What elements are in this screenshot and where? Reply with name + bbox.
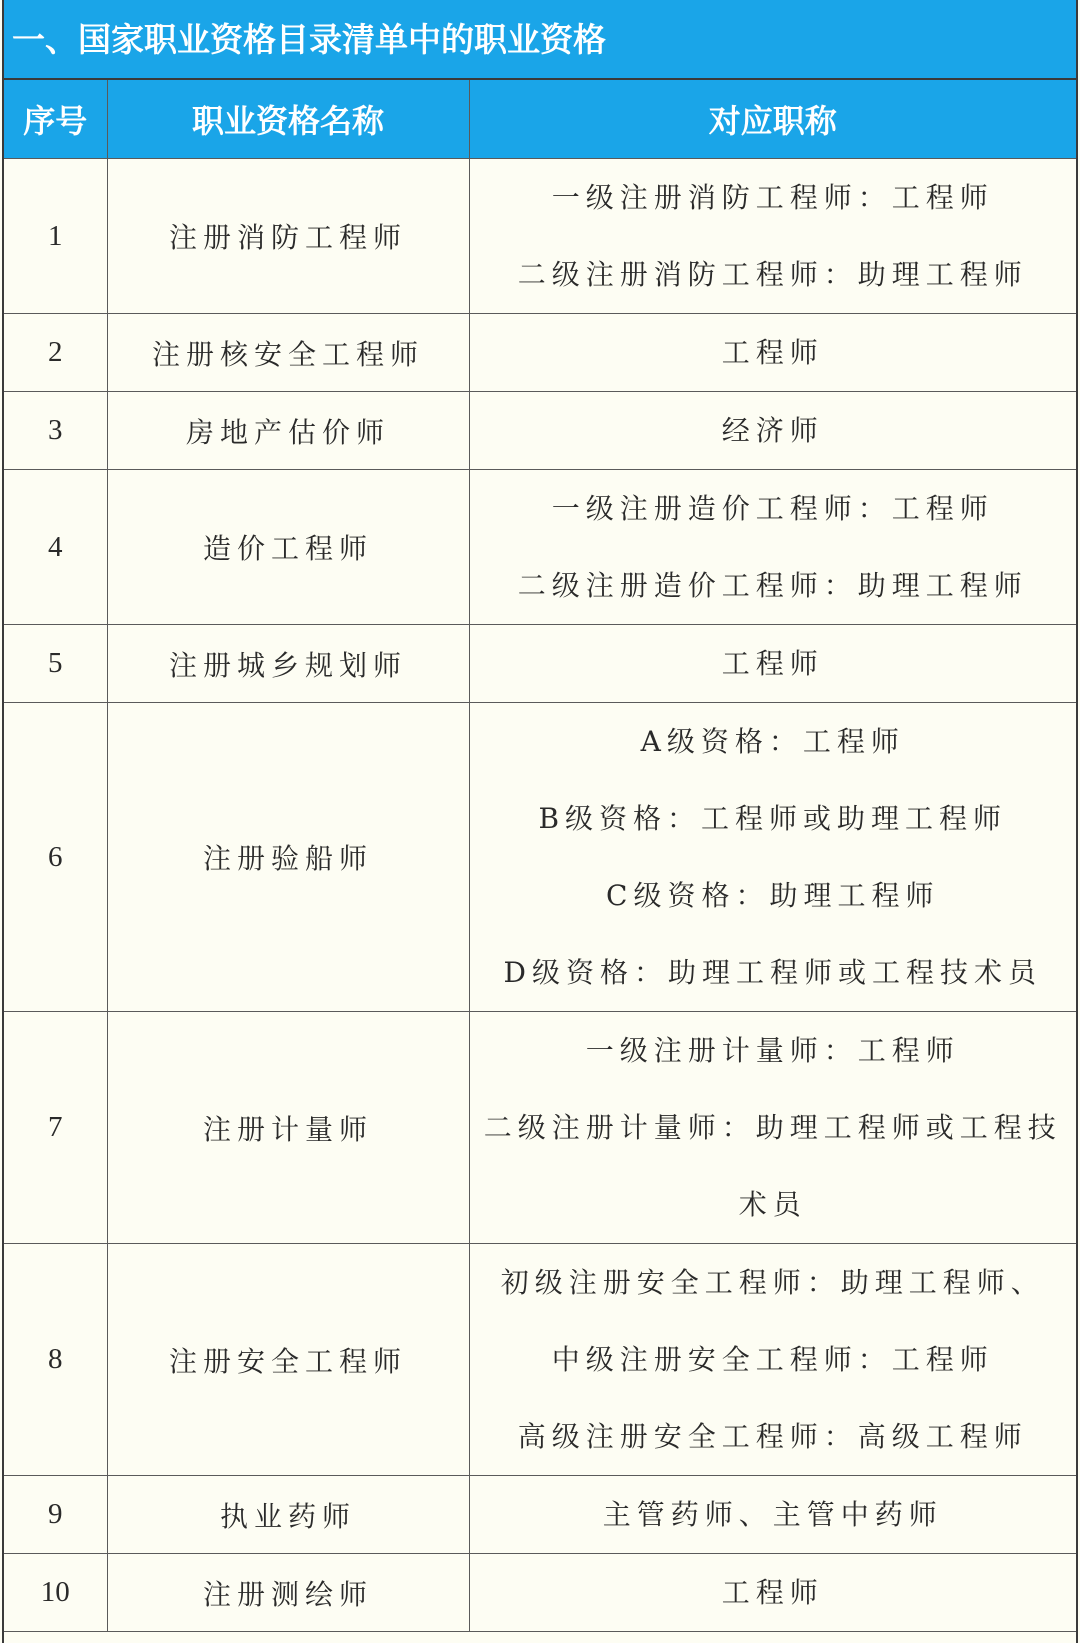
row-index: 7 [4, 1012, 107, 1244]
row-index: 4 [4, 470, 107, 625]
title-line: 一级注册造价工程师：工程师 [551, 492, 994, 525]
column-header-index: 序号 [4, 80, 107, 159]
title-line: 一级注册计量师：工程师 [585, 1034, 960, 1067]
title-line: 经济师 [721, 414, 824, 447]
row-index: 10 [4, 1554, 107, 1632]
title-line: D级资格：助理工程师或工程技术员 [503, 956, 1042, 989]
title-line: 高级注册安全工程师：高级工程师 [517, 1420, 1028, 1453]
row-titles [469, 314, 1076, 392]
title-line: 中级注册安全工程师：工程师 [551, 1343, 994, 1376]
row-qualification-name: 房地产估价师 [107, 392, 469, 470]
title-line: 主管药师、主管中药师 [602, 1498, 943, 1531]
row-index: 9 [4, 1476, 107, 1554]
column-header-title: 对应职称 [469, 80, 1076, 159]
row-qualification-name: 注册核安全工程师 [107, 314, 469, 392]
row-index: 8 [4, 1244, 107, 1476]
table-row [4, 314, 1076, 392]
row-index: 2 [4, 314, 107, 392]
document-page [2, 0, 1078, 1643]
table-row [4, 625, 1076, 703]
title-line: 工程师 [721, 336, 824, 369]
table-row [4, 1012, 1076, 1244]
table-row [4, 392, 1076, 470]
section-title: 一、国家职业资格目录清单中的职业资格 [4, 0, 1076, 80]
row-qualification-name: 注册消防工程师 [107, 159, 469, 314]
row-qualification-name: 注册测绘师 [107, 1554, 469, 1632]
title-line: 二级注册造价工程师：助理工程师 [517, 569, 1028, 602]
title-line: 二级注册计量师：助理工程师或工程技术员 [483, 1111, 1062, 1221]
row-qualification-name: 注册验船师 [107, 703, 469, 1012]
row-titles [469, 1012, 1076, 1244]
column-header-name: 职业资格名称 [107, 80, 469, 159]
row-index: 1 [4, 159, 107, 314]
row-titles [469, 1554, 1076, 1632]
table-row [4, 1476, 1076, 1554]
table-row [4, 159, 1076, 314]
row-titles [469, 392, 1076, 470]
row-titles [469, 1476, 1076, 1554]
table-row [4, 703, 1076, 1012]
row-qualification-name: 执业药师 [107, 1476, 469, 1554]
title-line: B级资格：工程师或助理工程师 [538, 802, 1008, 835]
title-line: A级资格：工程师 [640, 725, 905, 758]
row-titles [469, 1244, 1076, 1476]
row-titles [469, 625, 1076, 703]
table-header-row [4, 80, 1076, 159]
row-index: 5 [4, 625, 107, 703]
qualification-table [4, 80, 1076, 1632]
row-qualification-name: 注册城乡规划师 [107, 625, 469, 703]
title-line: 工程师 [721, 647, 824, 680]
table-row [4, 1554, 1076, 1632]
title-line: 一级注册消防工程师：工程师 [551, 181, 994, 214]
title-line: 二级注册消防工程师：助理工程师 [517, 258, 1028, 291]
row-index: 3 [4, 392, 107, 470]
row-qualification-name: 注册计量师 [107, 1012, 469, 1244]
row-index: 6 [4, 703, 107, 1012]
row-qualification-name: 注册安全工程师 [107, 1244, 469, 1476]
table-row [4, 1244, 1076, 1476]
row-titles [469, 159, 1076, 314]
row-titles [469, 703, 1076, 1012]
title-line: 初级注册安全工程师：助理工程师、 [500, 1266, 1045, 1299]
title-line: C级资格：助理工程师 [606, 879, 940, 912]
row-qualification-name: 造价工程师 [107, 470, 469, 625]
table-row [4, 470, 1076, 625]
title-line: 工程师 [721, 1576, 824, 1609]
row-titles [469, 470, 1076, 625]
